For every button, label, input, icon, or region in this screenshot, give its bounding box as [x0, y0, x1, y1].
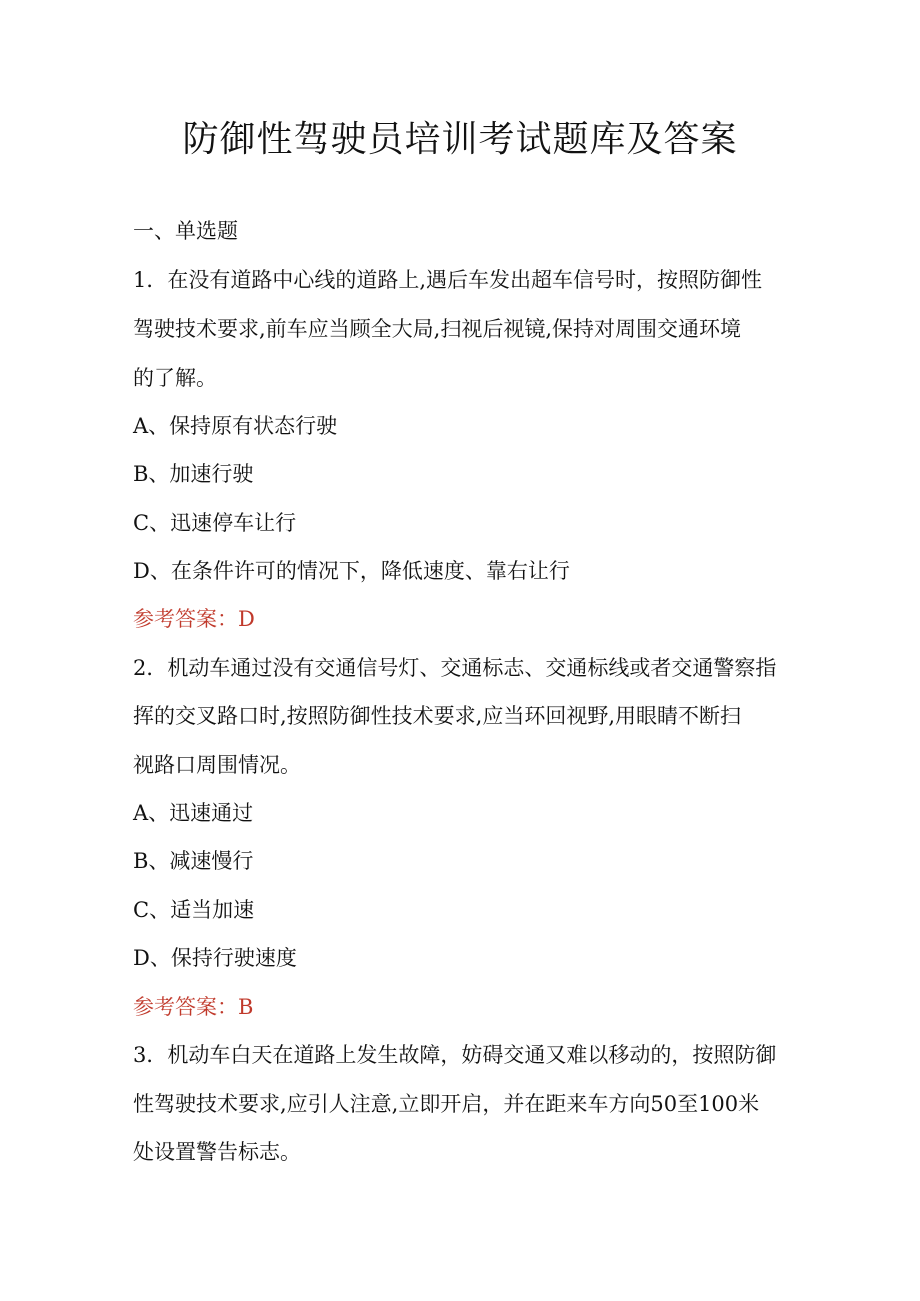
question-1-line-2: 驾驶技术要求,前车应当顾全大局,扫视后视镜,保持对周围交通环境: [133, 317, 742, 341]
question-1-answer: 参考答案：D: [133, 607, 255, 631]
question-3-line-2: 性驾驶技术要求,应引人注意,立即开启，并在距来车方向50至100米: [133, 1092, 760, 1116]
question-1-option-b: B、加速行驶: [133, 462, 254, 486]
question-1-line-3: 的了解。: [133, 366, 217, 390]
question-2-option-d: D、保持行驶速度: [133, 946, 297, 970]
section-heading: 一、单选题: [133, 219, 238, 243]
question-1-option-a: A、保持原有状态行驶: [133, 414, 338, 438]
question-1-line-1: 1．在没有道路中心线的道路上,遇后车发出超车信号时，按照防御性: [133, 268, 763, 292]
question-1-option-c: C、迅速停车让行: [133, 511, 297, 535]
question-2-line-2: 挥的交叉路口时,按照防御性技术要求,应当环回视野,用眼睛不断扫: [133, 704, 742, 728]
question-1-option-d: D、在条件许可的情况下，降低速度、靠右让行: [133, 559, 570, 583]
question-2-line-1: 2．机动车通过没有交通信号灯、交通标志、交通标线或者交通警察指: [133, 656, 777, 680]
question-3-line-1: 3．机动车白天在道路上发生故障，妨碍交通又难以移动的，按照防御: [133, 1043, 777, 1067]
question-2-line-3: 视路口周围情况。: [133, 753, 301, 777]
question-2-option-a: A、迅速通过: [133, 801, 254, 825]
question-3-line-3: 处设置警告标志。: [133, 1140, 301, 1164]
question-2-option-b: B、减速慢行: [133, 849, 254, 873]
question-2-option-c: C、适当加速: [133, 898, 255, 922]
question-2-answer: 参考答案：B: [133, 995, 254, 1019]
document-title: 防御性驾驶员培训考试题库及答案: [182, 119, 738, 160]
